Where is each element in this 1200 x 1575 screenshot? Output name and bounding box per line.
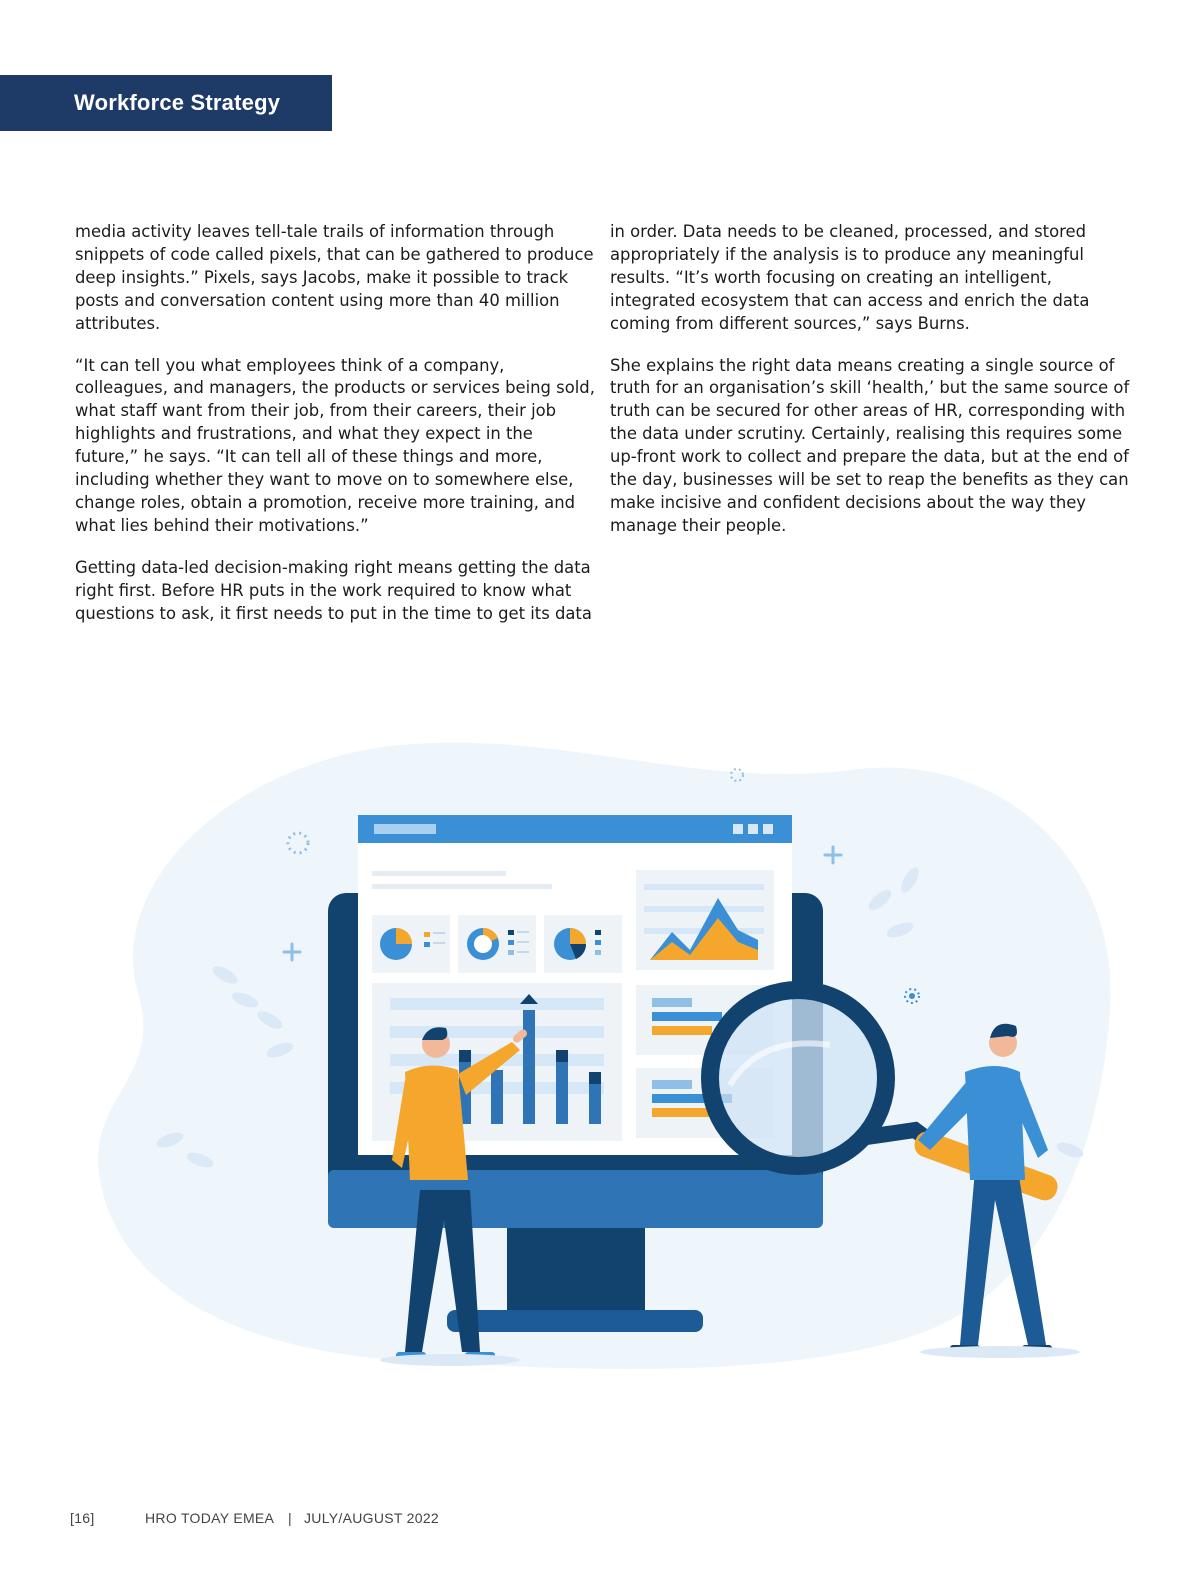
issue-date: JULY/AUGUST 2022 <box>304 1510 440 1526</box>
article-left-column <box>75 221 595 645</box>
article-paragraph: media activity leaves tell-tale trails of information through snippets of code called pixels, that can be gathered to produce deep insights.” Pixels, says Jacobs, make it possible to track posts and conversation content using more than 40 million attributes. <box>75 222 594 333</box>
chart-bar <box>523 1010 535 1124</box>
article-paragraph: She explains the right data means creating a single source of truth for an organisation’s skill ‘health,’ but the same source of truth can be secured for other areas of HR, corresponding with the data under scrutiny. Certainly, realising this requires some up-front work to collect and prepare the data, but at the end of the day, businesses will be set to reap the benefits as they can make incisive and confident decisions about the way they manage their people. <box>610 355 1130 535</box>
article-paragraph: “It can tell you what employees think of a company, colleagues, and managers, the products or services being sold, what staff want from their job, from their careers, their job highlights and frustrations, and what they expect in the future,” he says. “It can tell all of these things and more, including whether they want to move on to somewhere else, change roles, obtain a promotion, receive more training, and what lies behind their motivations.” <box>75 355 595 535</box>
article-right-column <box>610 221 1130 557</box>
section-header-tab <box>0 75 332 131</box>
page-number: [16] <box>70 1510 95 1526</box>
monitor-bezel-bottom <box>328 1170 823 1228</box>
monitor-stand <box>507 1228 645 1313</box>
publication-name: HRO TODAY EMEA <box>145 1510 275 1526</box>
data-analytics-illustration <box>60 700 1140 1400</box>
chart-bar <box>491 1070 503 1124</box>
monitor-base <box>447 1310 703 1332</box>
article-paragraph: in order. Data needs to be cleaned, processed, and stored appropriately if the analysis is to produce any meaningful results. “It’s worth focusing on creating an intelligent, integrated ecosystem that can access and enrich the data coming from different sources,” says Burns. <box>610 222 1090 333</box>
section-title: Workforce Strategy <box>74 90 281 115</box>
article-paragraph: Getting data-led decision-making right means getting the data right first. Before HR puts in the work required to know what questions to ask, it first needs to put in the time to get its data <box>75 557 592 623</box>
footer-separator: | <box>288 1510 292 1526</box>
